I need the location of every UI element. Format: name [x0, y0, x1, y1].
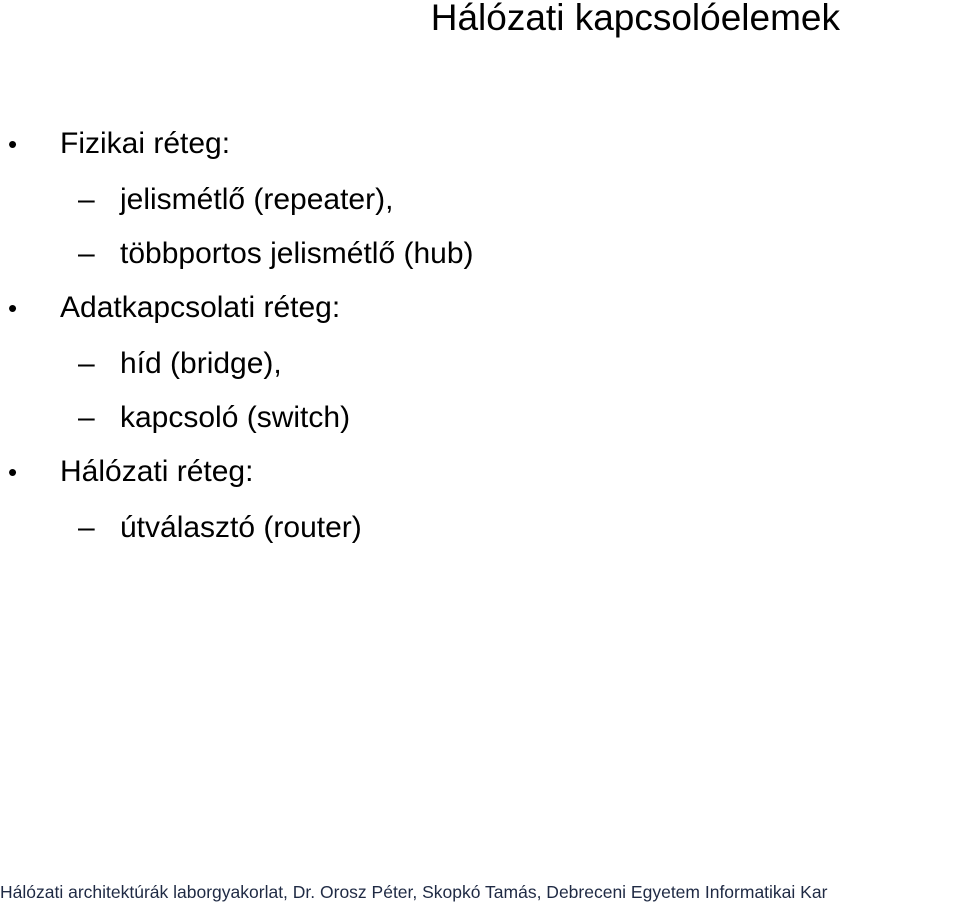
bullet-marker: • [8, 457, 18, 487]
slide-footer: Hálózati architektúrák laborgyakorlat, Dr. Orosz Péter, Skopkó Tamás, Debreceni Egyetem Informatikai Kar [0, 882, 828, 902]
bullet-text: Adatkapcsolati réteg: [60, 291, 341, 324]
bullet-marker: • [8, 293, 18, 323]
bullet-text: Fizikai réteg: [60, 127, 231, 160]
bullet-item-physical-layer [0, 122, 960, 178]
sub-bullet-item-router [0, 506, 960, 560]
sub-bullet-text: kapcsoló (switch) [120, 401, 351, 434]
dash-marker: – [78, 237, 95, 270]
dash-marker: – [78, 511, 95, 544]
dash-marker: – [78, 183, 95, 216]
sub-bullet-item-hub [0, 232, 960, 286]
slide-title: Hálózati kapcsolóelemek [430, 0, 840, 38]
bullet-item-data-link-layer [0, 286, 960, 342]
sub-bullet-text: többportos jelismétlő (hub) [120, 237, 474, 270]
dash-marker: – [78, 401, 95, 434]
bullet-list [0, 122, 960, 560]
dash-marker: – [78, 347, 95, 380]
bullet-marker: • [8, 129, 18, 159]
sub-bullet-item-repeater [0, 178, 960, 232]
bullet-item-network-layer [0, 450, 960, 506]
sub-bullet-item-bridge [0, 342, 960, 396]
sub-bullet-item-switch [0, 396, 960, 450]
sub-bullet-text: útválasztó (router) [120, 511, 362, 544]
bullet-text: Hálózati réteg: [60, 455, 254, 488]
sub-bullet-text: híd (bridge), [120, 347, 282, 380]
sub-bullet-text: jelismétlő (repeater), [120, 183, 394, 216]
